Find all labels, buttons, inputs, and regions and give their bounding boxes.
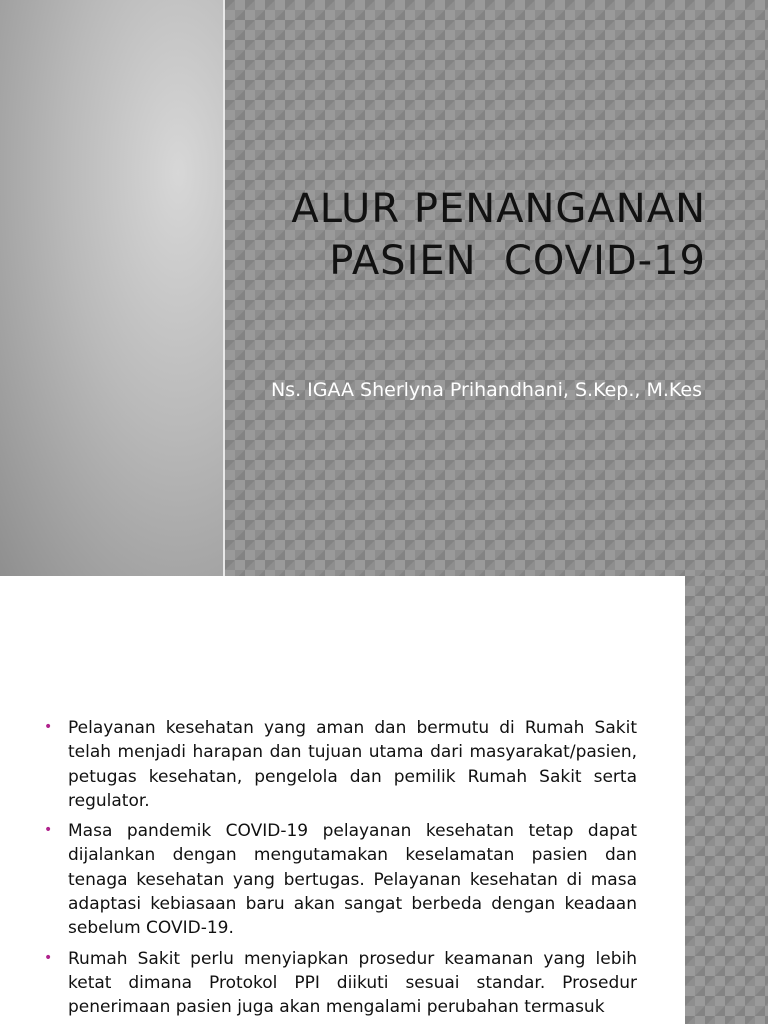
title-slide-left-panel — [0, 0, 223, 576]
slide-title — [246, 183, 706, 287]
bullet-text: Masa pandemik COVID-19 pelayanan kesehatan tetap dapat dijalankan dengan mengutamakan keselamatan pasien dan tenaga kesehatan yang bertugas. Pelayanan kesehatan di masa adaptasi kebiasaan baru akan sangat berbeda dengan keadaan sebelum COVID-19. — [68, 821, 637, 939]
bullet-dot-icon: • — [44, 719, 53, 735]
slide-title-line-2: PASIEN COVID-19 — [329, 238, 706, 284]
content-slide — [0, 576, 768, 1024]
bullet-text: Pelayanan kesehatan yang aman dan bermutu di Rumah Sakit telah menjadi harapan dan tujuan utama dari masyarakat/pasien, petugas kesehatan, pengelola dan pemilik Rumah Sakit serta regulator. — [68, 718, 637, 811]
slide-subtitle-author: Ns. IGAA Sherlyna Prihandhani, S.Kep., M.Kes — [270, 379, 702, 401]
title-slide-pattern-panel — [225, 0, 768, 576]
bullet-item — [44, 819, 637, 940]
bullet-item — [44, 716, 637, 813]
bullet-dot-icon: • — [44, 949, 53, 966]
slide-title-line-1: ALUR PENANGANAN — [291, 186, 706, 232]
bullet-list — [44, 716, 637, 1024]
bullet-text: Rumah Sakit perlu menyiapkan prosedur keamanan yang lebih ketat dimana Protokol PPI diikuti sesuai standar. Prosedur penerimaan pasien juga akan mengalami perubahan termasuk — [68, 948, 637, 1018]
content-slide-pattern-strip — [685, 576, 768, 1024]
bullet-item — [44, 947, 637, 1020]
bullet-dot-icon: • — [44, 822, 53, 839]
